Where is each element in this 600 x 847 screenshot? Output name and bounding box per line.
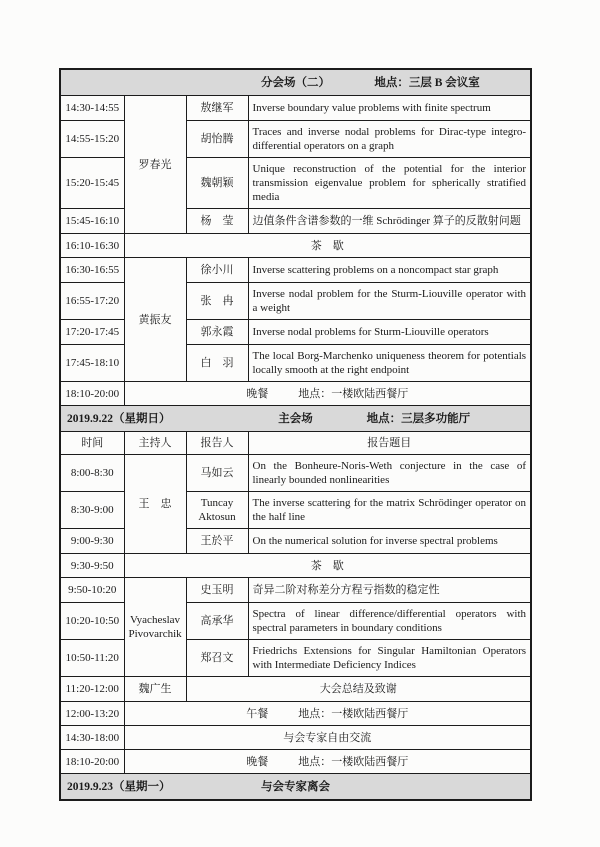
banner-day1-session2 — [60, 69, 531, 96]
time-cell: 18:10-20:00 — [60, 382, 124, 406]
chair-cell: 王 忠 — [124, 455, 186, 554]
talk-title-cell: Inverse scattering problems on a noncompact star graph — [248, 258, 531, 283]
talk-title-cell: Friedrichs Extensions for Singular Hamiltonian Operators with Intermediate Deficiency Indices — [248, 640, 531, 677]
speaker-cell: Tuncay Aktosun — [186, 492, 248, 529]
talk-title-cell: Inverse boundary value problems with finite spectrum — [248, 96, 531, 121]
banner-date: 2019.9.23（星期一） — [67, 780, 171, 793]
closing-row — [60, 677, 531, 702]
meal-cell — [124, 702, 531, 726]
speaker-cell: 史玉明 — [186, 578, 248, 603]
chair-cell: Vyacheslav Pivovarchik — [124, 578, 186, 677]
tea-break-label: 茶 歇 — [124, 234, 531, 258]
session-title: 分会场（二） — [261, 76, 331, 89]
meal-location: 地点：一楼欧陆西餐厅 — [298, 707, 409, 720]
meal-name: 晚餐 — [246, 387, 269, 400]
time-cell: 8:30-9:00 — [60, 492, 124, 529]
meal-cell — [124, 382, 531, 406]
time-cell: 16:10-16:30 — [60, 234, 124, 258]
time-cell: 15:20-15:45 — [60, 158, 124, 209]
tea-break-row — [60, 234, 531, 258]
talk-title-cell: Unique reconstruction of the potential for the interior transmission eigenvalue problem for spherically stratified media — [248, 158, 531, 209]
speaker-cell: 敖继军 — [186, 96, 248, 121]
talk-row — [60, 258, 531, 283]
conference-schedule-table — [59, 68, 532, 801]
chair-cell: 魏广生 — [124, 677, 186, 702]
lunch-row — [60, 702, 531, 726]
talk-row — [60, 455, 531, 492]
banner-date: 2019.9.22（星期日） — [67, 412, 171, 425]
time-cell: 10:20-10:50 — [60, 603, 124, 640]
speaker-cell: 白 羽 — [186, 345, 248, 382]
free-discussion-label: 与会专家自由交流 — [124, 726, 531, 750]
talk-title-cell: 奇异二阶对称差分方程亏指数的稳定性 — [248, 578, 531, 603]
time-cell: 14:55-15:20 — [60, 121, 124, 158]
meal-name: 午餐 — [246, 707, 269, 720]
banner-day3-departure — [60, 774, 531, 801]
col-header-time: 时间 — [60, 432, 124, 455]
talk-title-cell: 边值条件含谱参数的一维 Schrödinger 算子的反散射问题 — [248, 209, 531, 234]
meal-name: 晚餐 — [246, 755, 269, 768]
talk-title-cell: Spectra of linear difference/differential operators with spectral parameters in boundary conditions — [248, 603, 531, 640]
time-cell: 17:20-17:45 — [60, 320, 124, 345]
free-discussion-row — [60, 726, 531, 750]
meal-location: 地点：一楼欧陆西餐厅 — [298, 755, 409, 768]
session-location: 地点：三层 B 会议室 — [374, 76, 480, 89]
column-header-row — [60, 432, 531, 455]
col-header-speaker: 报告人 — [186, 432, 248, 455]
talk-title-cell: Inverse nodal problem for the Sturm-Liouville operator with a weight — [248, 283, 531, 320]
dinner-row — [60, 382, 531, 406]
meal-cell — [124, 750, 531, 774]
talk-title-cell: Inverse nodal problems for Sturm-Liouville operators — [248, 320, 531, 345]
time-cell: 10:50-11:20 — [60, 640, 124, 677]
chair-cell: 罗春光 — [124, 96, 186, 234]
speaker-cell: 杨 莹 — [186, 209, 248, 234]
closing-label: 大会总结及致谢 — [186, 677, 531, 702]
speaker-cell: 胡怡腾 — [186, 121, 248, 158]
col-header-title: 报告题目 — [248, 432, 531, 455]
tea-break-label: 茶 歇 — [124, 554, 531, 578]
time-cell: 14:30-18:00 — [60, 726, 124, 750]
time-cell: 9:50-10:20 — [60, 578, 124, 603]
time-cell: 12:00-13:20 — [60, 702, 124, 726]
banner-day2-main-session — [60, 406, 531, 432]
time-cell: 16:55-17:20 — [60, 283, 124, 320]
time-cell: 14:30-14:55 — [60, 96, 124, 121]
talk-row — [60, 578, 531, 603]
speaker-cell: 魏朝颖 — [186, 158, 248, 209]
time-cell: 16:30-16:55 — [60, 258, 124, 283]
speaker-cell: 马如云 — [186, 455, 248, 492]
speaker-cell: 郑召文 — [186, 640, 248, 677]
departure-label: 与会专家离会 — [261, 780, 331, 793]
talk-title-cell: The inverse scattering for the matrix Schrödinger operator on the half line — [248, 492, 531, 529]
time-cell: 15:45-16:10 — [60, 209, 124, 234]
chair-cell: 黄振友 — [124, 258, 186, 382]
talk-row — [60, 96, 531, 121]
time-cell: 9:30-9:50 — [60, 554, 124, 578]
speaker-cell: 高承华 — [186, 603, 248, 640]
time-cell: 18:10-20:00 — [60, 750, 124, 774]
talk-title-cell: Traces and inverse nodal problems for Dirac-type integro-differential operators on a graph — [248, 121, 531, 158]
session-title: 主会场 — [278, 412, 313, 425]
speaker-cell: 郭永霞 — [186, 320, 248, 345]
talk-title-cell: On the numerical solution for inverse spectral problems — [248, 529, 531, 554]
time-cell: 11:20-12:00 — [60, 677, 124, 702]
tea-break-row — [60, 554, 531, 578]
talk-title-cell: The local Borg-Marchenko uniqueness theorem for potentials locally smooth at the right endpoint — [248, 345, 531, 382]
time-cell: 8:00-8:30 — [60, 455, 124, 492]
speaker-cell: 徐小川 — [186, 258, 248, 283]
time-cell: 17:45-18:10 — [60, 345, 124, 382]
col-header-chair: 主持人 — [124, 432, 186, 455]
session-location: 地点：三层多功能厅 — [366, 412, 471, 425]
time-cell: 9:00-9:30 — [60, 529, 124, 554]
meal-location: 地点：一楼欧陆西餐厅 — [298, 387, 409, 400]
speaker-cell: 张 冉 — [186, 283, 248, 320]
speaker-cell: 王於平 — [186, 529, 248, 554]
talk-title-cell: On the Bonheure-Noris-Weth conjecture in the case of linearly bounded nonlinearities — [248, 455, 531, 492]
dinner-row — [60, 750, 531, 774]
